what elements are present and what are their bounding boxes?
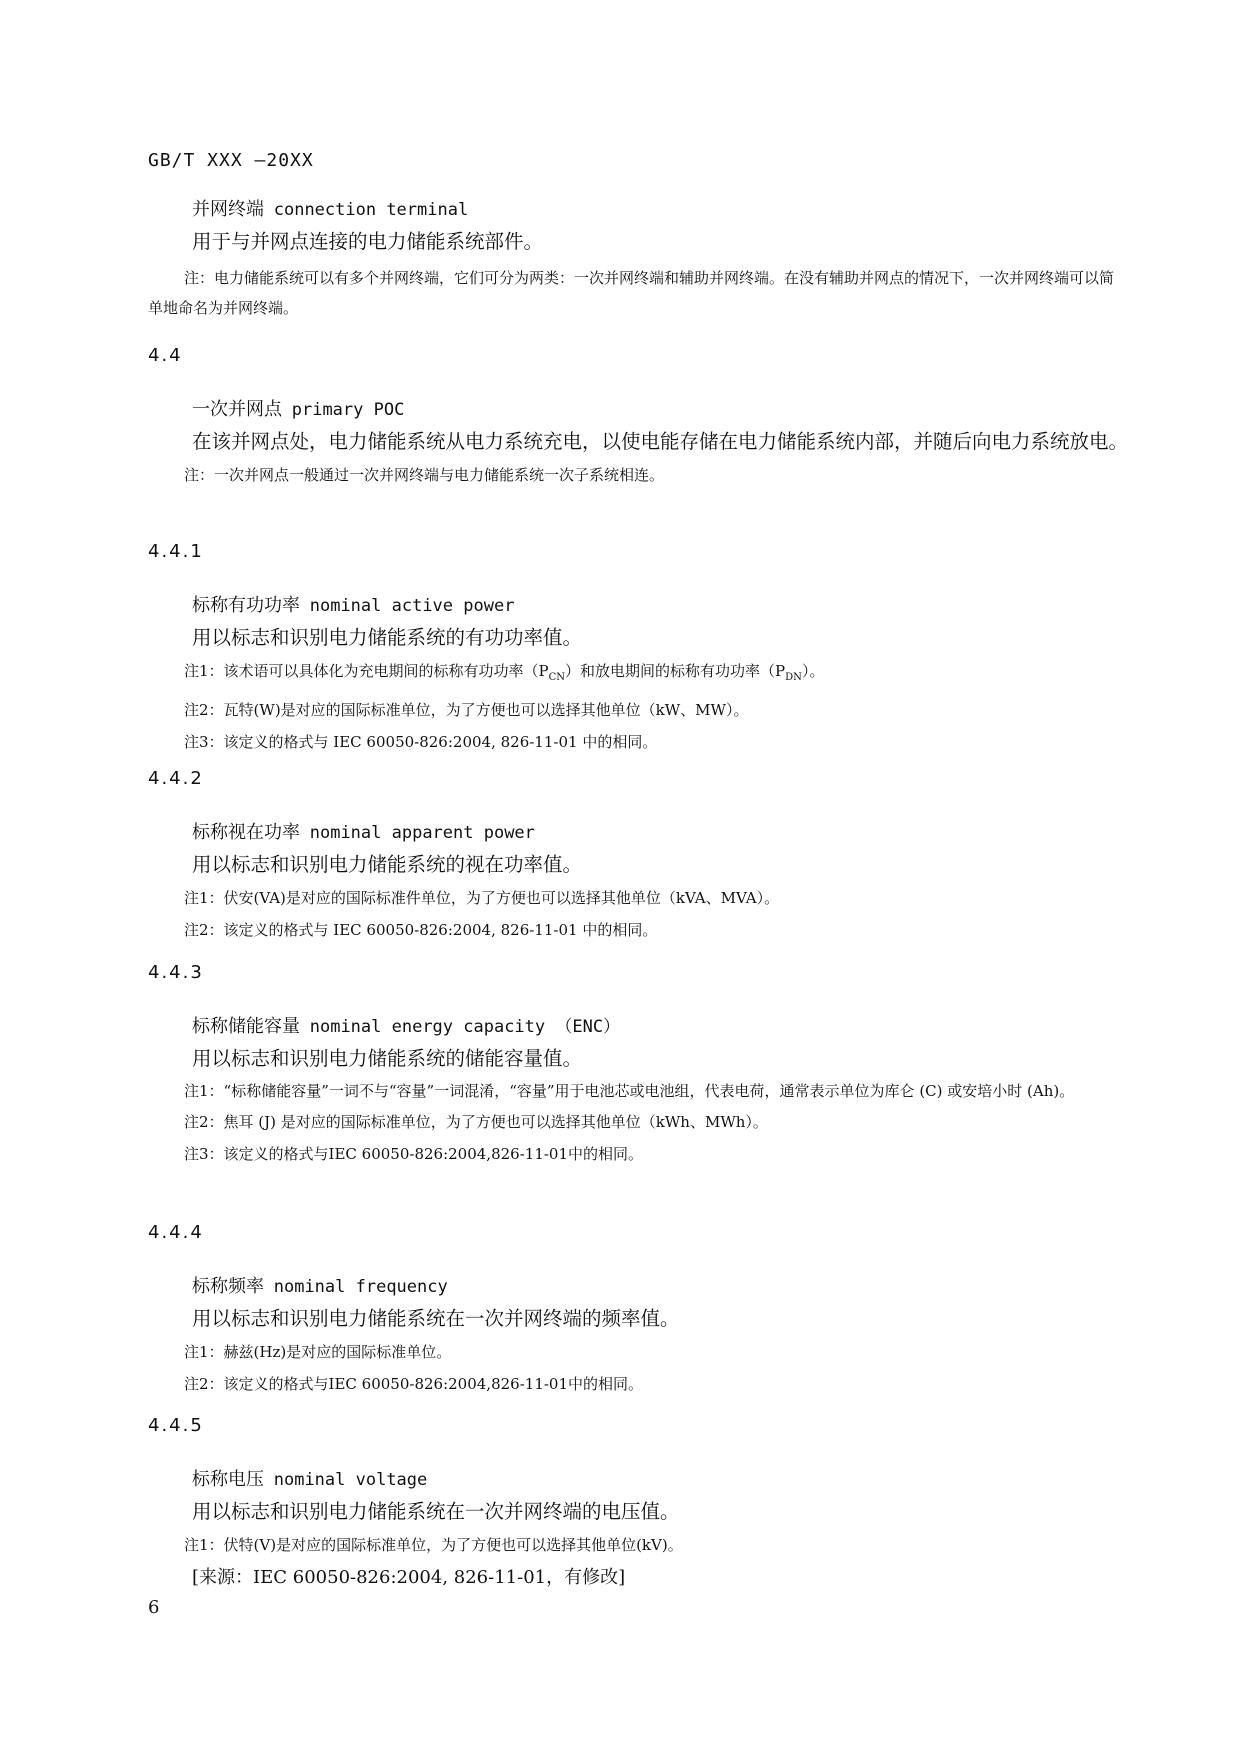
term-zh: 一次并网点: [192, 399, 282, 420]
section-4-4-2: [148, 768, 1128, 946]
section-number: 4.4.2: [148, 768, 204, 789]
definition: 用于与并网点连接的电力储能系统部件。: [192, 230, 544, 253]
note: 注：电力储能系统可以有多个并网终端，它们可分为两类：一次并网终端和辅助并网终端。在没有辅助并网点的情况下，一次并网终端可以简单地命名为并网终端。: [148, 269, 1115, 317]
term-heading: [148, 195, 1128, 225]
source-citation: [来源：IEC 60050-826:2004, 826-11-01，有修改]: [192, 1567, 626, 1588]
term-zh: 标称储能容量: [192, 1016, 300, 1037]
definition: 用以标志和识别电力储能系统的有功功率值。: [192, 626, 583, 649]
doc-code: GB/T XXX —20XX: [148, 150, 314, 171]
term-en: nominal voltage: [273, 1470, 428, 1490]
term-zh: 标称有功功率: [192, 595, 300, 616]
definition: 用以标志和识别电力储能系统的视在功率值。: [192, 853, 583, 876]
term-en: primary POC: [291, 400, 405, 420]
section-number: 4.4.5: [148, 1415, 204, 1436]
section-number: 4.4.1: [148, 541, 204, 562]
section-4-4-3: [148, 962, 1128, 1170]
term-heading: [148, 818, 1128, 848]
section-4-4-5: [148, 1415, 1128, 1595]
term-heading: [148, 591, 1128, 621]
definition: 用以标志和识别电力储能系统在一次并网终端的频率值。: [192, 1307, 680, 1330]
definition: 用以标志和识别电力储能系统在一次并网终端的电压值。: [192, 1500, 680, 1523]
note-2: 注2：该定义的格式与 IEC 60050-826:2004, 826-11-01 中的相同。: [184, 921, 658, 939]
note-3: 注3：该定义的格式与 IEC 60050-826:2004, 826-11-01 中的相同。: [184, 733, 658, 751]
note-1: 注1：“标称储能容量”一词不与“容量”一词混淆，“容量”用于电池芯或电池组，代表电荷，通常表示单位为库仑 (C) 或安培小时 (Ah)。: [184, 1082, 1075, 1100]
section-number: 4.4: [148, 345, 183, 366]
section-4-4-1: [148, 541, 1128, 758]
definition: 用以标志和识别电力储能系统的储能容量值。: [192, 1047, 583, 1070]
note-1: 注1：伏特(V)是对应的国际标准单位，为了方便也可以选择其他单位(kV)。: [184, 1536, 683, 1554]
term-heading: [148, 395, 1128, 425]
note-2: 注2：焦耳 (J) 是对应的国际标准单位，为了方便也可以选择其他单位（kWh、MWh）。: [184, 1113, 768, 1131]
term-en: nominal frequency: [273, 1277, 448, 1297]
term-heading: [148, 1272, 1128, 1302]
note: 注：一次并网点一般通过一次并网终端与电力储能系统一次子系统相连。: [184, 466, 665, 484]
section-4-4-4: [148, 1222, 1128, 1400]
term-en: connection terminal: [273, 200, 469, 220]
term-en: nominal active power: [309, 596, 515, 616]
note-3: 注3：该定义的格式与IEC 60050-826:2004,826-11-01中的相同。: [184, 1145, 644, 1163]
note-2: 注2：该定义的格式与IEC 60050-826:2004,826-11-01中的相同。: [184, 1375, 644, 1393]
note-1: 注1：该术语可以具体化为充电期间的标称有功功率$(P_{CN})$和放电期间的标称有功功率$(P_{DN})$。: [184, 662, 825, 683]
page-number: 6: [148, 1597, 160, 1618]
term-zh: 标称电压: [192, 1469, 264, 1490]
term-en: nominal energy capacity （ENC）: [309, 1017, 621, 1037]
section-number: 4.4.3: [148, 962, 204, 983]
term-heading: [148, 1012, 1128, 1042]
definition: 在该并网点处，电力储能系统从电力系统充电，以使电能存储在电力储能系统内部，并随后向电力系统放电。: [192, 430, 1129, 453]
note-1: 注1：伏安(VA)是对应的国际标准件单位，为了方便也可以选择其他单位（kVA、MVA）。: [184, 889, 780, 907]
section-number: 4.4.4: [148, 1222, 204, 1243]
note-1: 注1：赫兹(Hz)是对应的国际标准单位。: [184, 1343, 452, 1361]
section-4-4: [148, 345, 1128, 491]
term-zh: 并网终端: [192, 199, 264, 220]
term-heading: [148, 1465, 1128, 1495]
section-connection-terminal: [148, 195, 1128, 323]
term-en: nominal apparent power: [309, 823, 535, 843]
note-2: 注2：瓦特(W)是对应的国际标准单位，为了方便也可以选择其他单位（kW、MW）。: [184, 701, 749, 719]
term-zh: 标称视在功率: [192, 822, 300, 843]
term-zh: 标称频率: [192, 1276, 264, 1297]
